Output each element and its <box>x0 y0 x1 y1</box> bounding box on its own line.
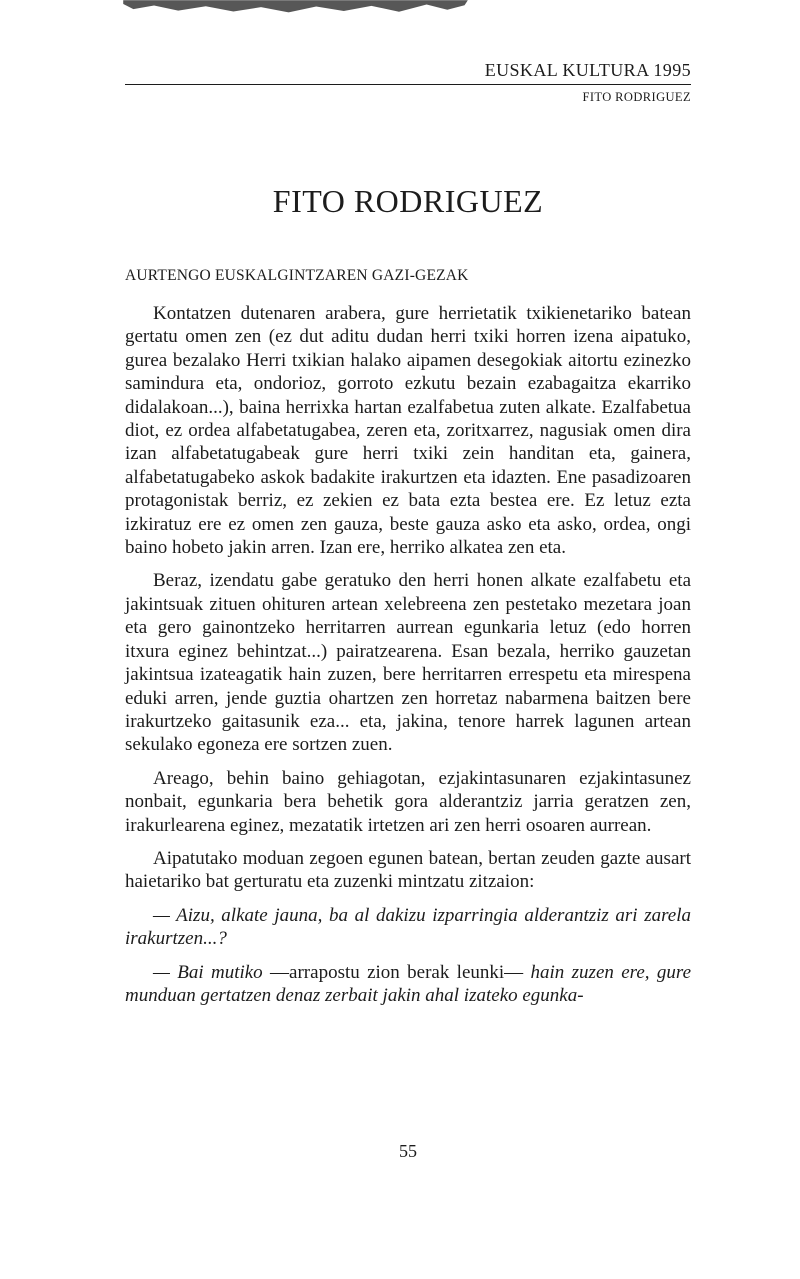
page-header <box>125 60 691 105</box>
article-title: FITO RODRIGUEZ <box>272 183 544 219</box>
text-segment: Beraz, izendatu gabe geratuko den herri honen alkate ezalfabetu eta jakintsuak zituen ohituren artean xelebreena zen pestetako mezetara joan eta gero gainontzeko herritarren aurrean egunkaria letuz (edo horren itxura eginez behintzat...) pairatzearena. Esan bezala, herriko gauzetan jakintsua izateagatik hain zuzen, bere herritarren errespetu eta mirespena eduki arren, jende guztia ohartzen zen horretaz nabarmena baitzen bere irakurtzeko gaitasunik eza... eta, jakina, tenore harrek lagunen artean sekulako egoneza ere sortzen zuen. <box>125 570 691 756</box>
text-segment: —arrapostu zion berak leunki— <box>270 961 531 983</box>
text-segment: — Aizu, alkate jauna, ba al dakizu izparringia alderantziz ari zarela irakurtzen...? <box>125 904 691 950</box>
paragraph-2 <box>125 569 691 756</box>
dialogue-1 <box>125 904 691 951</box>
text-segment: — Bai mutiko <box>153 961 271 983</box>
text-segment: Aipatutako moduan zegoen egunen batean, bertan zeuden gazte ausart haietariko bat gerturatu eta zuzenki mintzatu zitzaion: <box>125 847 691 893</box>
page-number: 55 <box>399 1141 417 1161</box>
text-segment: Kontatzen dutenaren arabera, gure herrietatik txikienetariko batean gertatu omen zen (ez dut aditu dudan herri txiki horren izena aipatuko, gurea bezalako Herri txikian halako aipamen desegokiak aitortu ezinezko samindura eta, ondorioz, gorroto ezkutu bezain ezabagaitza ekarriko didalakoan...), baina herrixka hartan ezalfabetua zuten alkate. Ezalfabetua diot, ez ordea alfabetatugabea, zeren eta, zoritxarrez, nagusiak omen dira izan alfabetatugabeak gure herri txiki zein handitan eta, gainera, alfabetatugabeko askok badakite irakurtzen eta idazten. Ene pasadizoaren protagonistak berriz, ez zekien ez bata ezta bestea ere. Ez letuz ezta izkiratuz ere ez omen zen gauza, beste gauza asko eta asko, ordea, ongi baino hobeto jakin arren. Izan ere, herriko alkatea zen eta. <box>125 303 691 559</box>
paragraph-4 <box>125 847 691 894</box>
article-body <box>125 302 691 1017</box>
section-heading: AURTENGO EUSKALGINTZAREN GAZI-GEZAK <box>125 267 469 284</box>
running-head-book-title: EUSKAL KULTURA 1995 <box>484 60 691 80</box>
paragraph-1 <box>125 302 691 559</box>
paragraph-3 <box>125 767 691 837</box>
dialogue-2 <box>125 961 691 1008</box>
text-segment: Areago, behin baino gehiagotan, ezjakintasunaren ezjakintasunez nonbait, egunkaria bera behetik gora alderantziz jarria geratzen zen, irakurlearena eginez, mezatatik irtetzen ari zen herri osoaren aurrean. <box>125 767 691 836</box>
text-segment: hain zuzen ere, gure munduan gertatzen denaz zerbait jakin ahal izateko egunka- <box>125 961 691 1006</box>
header-rule <box>125 84 691 85</box>
running-head-author: FITO RODRIGUEZ <box>582 90 691 104</box>
scan-artifact-smudge <box>123 0 468 13</box>
